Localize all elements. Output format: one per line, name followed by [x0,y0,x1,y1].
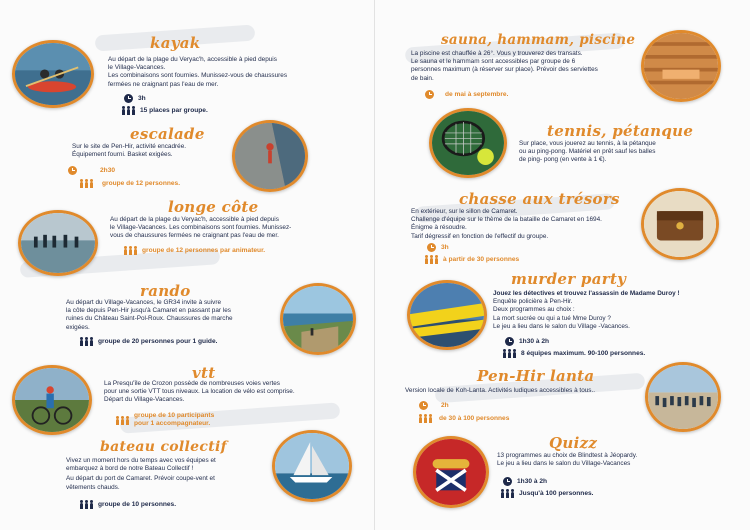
murder-title: murder party [511,270,627,288]
tennis-title: tennis, pétanque [547,122,694,140]
desc-line: Le sauna et le hammam sont accessibles par groupe de 6 [411,58,576,66]
desc-line: personnes maximum (à réserver sur place). Prévoir des serviettes [411,66,598,74]
desc-line: de bain. [411,74,434,82]
people-icon [116,416,129,425]
desc-line: La Presqu'île de Crozon possède de nombreuses voies vertes [104,380,280,387]
desc-line: Tarif dégressif en fonction de l'effectif du groupe. [411,232,549,240]
tennis-photo [429,108,507,178]
group-text: 8 équipes maximum. 90-100 personnes. [521,349,646,357]
longe-cote-photo [18,210,98,276]
group-text: 15 places par groupe. [140,106,208,114]
duration-text: 1h30 à 2h [517,477,548,485]
desc-line: pour une sortie VTT tous niveaux. La location de vélo est comprise. [104,388,295,396]
duration-text: 2h [441,401,449,409]
longe-cote-title: longe côte [168,198,259,216]
sauna-photo [641,30,721,102]
desc-line: le Village-Vacances. [108,64,166,72]
desc-line: exigées. [66,323,90,331]
quizz-description [497,452,717,468]
desc-line: Vivez un moment hors du temps avec vos équipes et [66,457,216,464]
desc-line: vêtements chauds. [66,483,120,491]
duration-text: 3h [138,94,146,102]
escalade-duration [68,166,115,175]
group-text: groupe de 20 personnes pour 1 guide. [98,337,218,345]
duration-text: 2h30 [100,166,116,174]
escalade-photo [232,120,308,192]
vtt-description [104,380,334,405]
vtt-group [116,412,214,428]
desc-line: La piscine est chauffée à 26°. Vous y trouverez des transats. [411,50,583,57]
kayak-title: kayak [150,34,201,52]
sauna-title: sauna, hammam, piscine [441,32,636,48]
people-icon [80,337,93,346]
rando-photo [280,283,356,355]
tresors-group [425,255,519,264]
escalade-description [72,143,232,159]
lanta-photo [645,362,721,432]
lanta-duration [419,401,449,410]
group-text [134,412,214,428]
right-page [375,0,750,530]
rando-title: rando [140,282,191,300]
group-text: à partir de 30 personnes [443,255,520,263]
period-text: de mai à septembre. [445,90,509,98]
vtt-photo [12,365,92,435]
group-line: pour 1 accompagnateur. [134,420,211,427]
tennis-description [519,140,719,165]
people-icon [124,246,137,255]
desc-line: Enquête policière à Pen-Hir. [493,298,573,306]
desc-line: Challenge d'équipe sur le thème de la bataille de Camaret en 1694. [411,216,602,224]
desc-line: Sur place, vous jouerez au tennis, à la pétanque [519,140,656,147]
lanta-group [419,414,509,423]
bateau-description [66,457,276,492]
desc-line: Énigme à résoudre. [411,224,467,232]
desc-line: 13 programmes au choix de Blindtest à Jéopardy. [497,452,638,459]
desc-line: Sur le site de Pen-Hir, activité encadrée. [72,143,187,150]
desc-line: Au départ du Village-Vacances, le GR34 invite à suivre [66,299,222,306]
kayak-group [122,106,208,115]
sauna-description [411,50,641,83]
clock-icon [503,477,512,486]
desc-line: fermées ne craignant pas l'eau de mer. [108,80,219,88]
group-text: de 30 à 100 personnes [439,414,510,422]
sauna-period [425,90,508,99]
group-line: groupe de 10 participants [134,412,215,419]
quizz-group [501,489,594,498]
rando-group [80,337,217,346]
desc-line: de ping- pong (en vente à 1 €). [519,156,607,164]
desc-line: vous de chaussures fermées ne craignant pas l'eau de mer. [110,232,279,240]
desc-line: le Village-Vacances. Les combinaisons sont fournies. Munissez- [110,224,292,232]
quizz-photo [413,436,489,508]
quizz-duration [503,477,547,486]
desc-line: Au départ de la plage du Veryac'h, accessible à pied depuis [110,216,279,223]
people-icon [501,489,514,498]
desc-line: Au départ de la plage du Veryac'h, accessible à pied depuis [108,56,277,63]
desc-line: Version locale de Koh-Lanta. Activités ludiques accessibles à tous.. [405,387,596,394]
people-icon [503,349,516,358]
clock-icon [419,401,428,410]
desc-line: ou au ping-pong. Matériel en prêt sauf les balles [519,148,656,156]
desc-line: embarquez à bord de notre Bateau Collectif ! [66,465,194,473]
kayak-duration [124,94,146,103]
murder-group [503,349,645,358]
desc-line: Départ du Village-Vacances. [104,396,185,404]
desc-line: Équipement fourni. Basket exigées. [72,151,173,159]
quizz-title: Quizz [549,434,598,452]
desc-line: En extérieur, sur le sillon de Camaret. [411,208,518,215]
clock-icon [427,243,436,252]
tresors-description [411,208,651,241]
kayak-photo [12,40,94,108]
bateau-title: bateau collectif [100,439,227,455]
clock-icon [425,90,434,99]
lanta-title: Pen-Hir lanta [477,367,595,385]
desc-line: Les combinaisons sont fournies. Munissez-vous de chaussures [108,72,288,80]
murder-duration [505,337,549,346]
duration-text: 3h [441,243,449,251]
desc-line: Le jeu a lieu dans le salon du Village-Vacances [497,460,631,468]
group-text: Jusqu'à 100 personnes. [519,489,594,497]
clock-icon [505,337,514,346]
people-icon [122,106,135,115]
desc-line: La mort sucrée ou qui a tué Mme Duroy ? [493,314,611,322]
group-text: groupe de 10 personnes. [98,500,177,508]
desc-line: la côte depuis Pen-Hir jusqu'à Camaret en passant par les [66,307,231,315]
longe-cote-group [124,246,265,255]
clock-icon [124,94,133,103]
desc-line: Au départ du port de Camaret. Prévoir coupe-vent et [66,475,215,483]
kayak-description [108,56,323,89]
people-icon [419,414,432,423]
desc-line: Deux programmes au choix : [493,306,575,314]
people-icon [80,179,93,188]
duration-text: 1h30 à 2h [519,337,550,345]
lanta-description [405,387,635,395]
bateau-photo [272,430,352,502]
desc-line: Jouez les détectives et trouvez l'assassin de Madame Duroy ! [493,290,680,297]
bateau-group [80,500,176,509]
escalade-title: escalade [130,125,205,143]
desc-line: ruines du Château Saint-Pol-Roux. Chaussures de marche [66,315,233,323]
desc-line: Le jeu a lieu dans le salon du Village -Vacances. [493,322,630,330]
murder-photo [407,280,487,350]
group-text: groupe de 12 personnes. [102,179,181,187]
escalade-group [80,179,180,188]
people-icon [80,500,93,509]
tresors-photo [641,188,719,260]
tresors-duration [427,243,449,252]
people-icon [425,255,438,264]
vtt-title: vtt [192,364,216,382]
longe-cote-description [110,216,340,241]
rando-description [66,299,286,332]
tresors-title: chasse aux trésors [459,190,620,208]
murder-description [493,290,723,331]
group-text: groupe de 12 personnes par animateur. [142,246,266,254]
clock-icon [68,166,77,175]
